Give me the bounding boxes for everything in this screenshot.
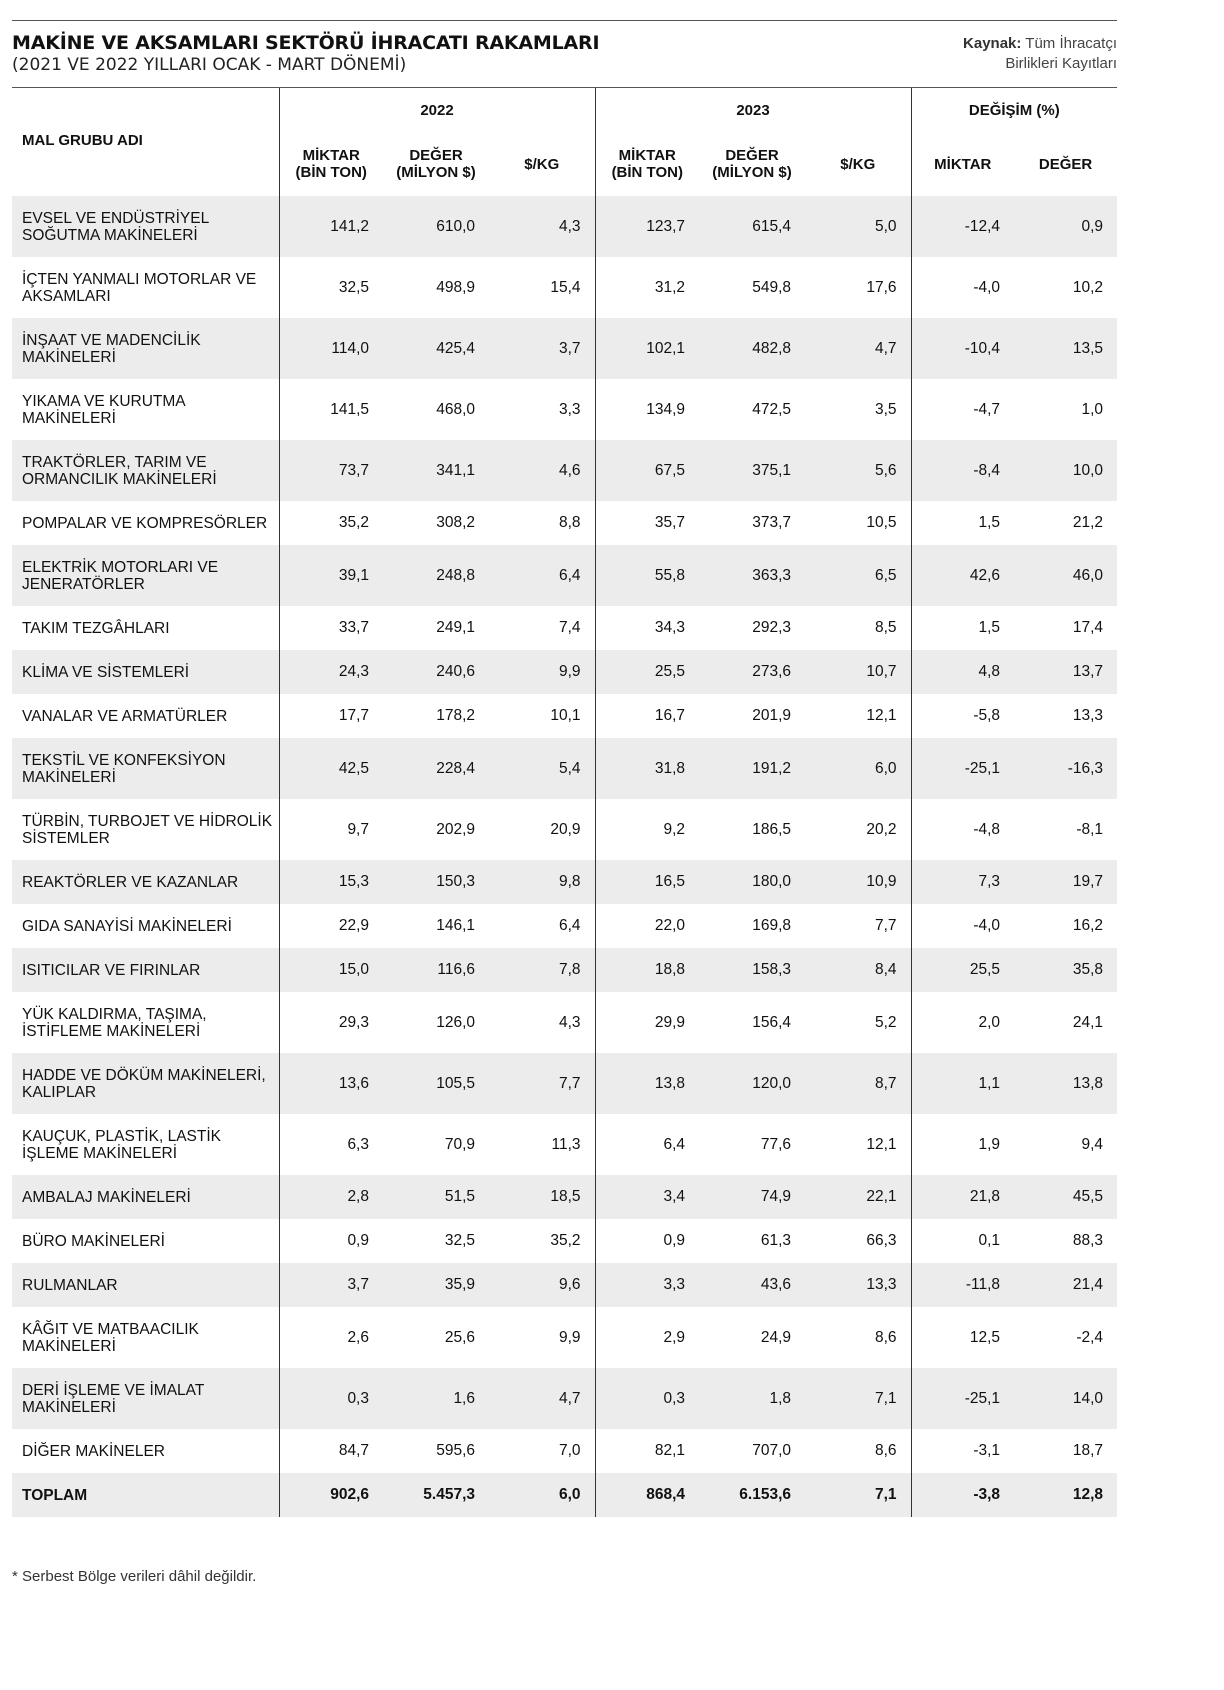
cell-k22: 9,9 [489,650,595,694]
cell-k23: 6,5 [805,545,911,606]
cell-k22: 5,4 [489,738,595,799]
header-miktar-2022: MİKTAR (BİN TON) [279,132,383,196]
cell-d23: 77,6 [760,1135,792,1153]
cell-cm: 7,3 [911,860,1014,904]
cell-k22: 20,9 [550,820,581,838]
cell-cm: -4,0 [911,257,1014,318]
cell-cd: 21,4 [1014,1263,1117,1307]
table-body [12,196,1117,1517]
cell-cd: 13,8 [1014,1053,1117,1114]
source-text-line2: Birlikleri Kayıtları [1005,55,1117,72]
cell-k22: 6,4 [558,917,581,934]
cell-k23: 7,7 [874,917,897,934]
cell-k23: 8,6 [874,1442,897,1459]
cell-d23: 43,6 [699,1263,805,1307]
table-row [12,501,1117,545]
cell-cd: 14,0 [1014,1368,1117,1429]
cell-cm: 1,5 [911,606,1014,650]
cell-d23: 156,4 [752,1013,792,1031]
table-row [12,606,1117,650]
cell-m23: 6,4 [595,1114,699,1175]
cell-d23: 363,3 [699,545,805,606]
footnote: * Serbest Bölge verileri dâhil değildir. [12,1568,257,1585]
cell-cd: -16,3 [1014,738,1117,799]
cell-cd: 9,4 [1081,1135,1104,1153]
cell-d22: 308,2 [436,514,475,531]
row-name: DİĞER MAKİNELER [22,1442,165,1460]
cell-m23: 18,8 [595,948,699,992]
table-row [12,799,1117,860]
row-name: TAKIM TEZGÂHLARI [22,619,170,637]
cell-k23: 10,7 [805,650,911,694]
cell-cm: -25,1 [911,738,1014,799]
cell-m22: 6,3 [279,1114,383,1175]
cell-m22: 39,1 [279,545,383,606]
cell-m23: 82,1 [595,1429,699,1473]
cell-d22: 146,1 [436,917,475,934]
row-name: YÜK KALDIRMA, TAŞIMA, İSTİFLEME MAKİNELERİ [22,1005,207,1040]
header-deger-2022: DEĞER (MİLYON $) [396,147,476,181]
cell-k22: 3,7 [489,318,595,379]
total-d22: 5.457,3 [383,1473,489,1517]
cell-k23: 12,1 [866,1135,897,1153]
cell-cm: 21,8 [911,1175,1014,1219]
cell-k23: 12,1 [866,707,897,724]
cell-d22: 610,0 [383,196,489,257]
total-cd: 12,8 [1014,1473,1117,1517]
row-name: İNŞAAT VE MADENCİLİK MAKİNELERİ [12,318,279,379]
cell-m22: 15,0 [279,948,383,992]
cell-m23: 67,5 [595,440,699,501]
cell-m23: 3,4 [595,1175,699,1219]
cell-d22: 25,6 [444,1328,475,1346]
cell-cm: -4,0 [911,904,1014,948]
cell-m23: 0,9 [595,1219,699,1263]
table-row [12,196,1117,257]
cell-m22: 0,9 [279,1219,383,1263]
table-row [12,318,1117,379]
cell-k23: 17,6 [866,278,897,296]
cell-m23: 34,3 [595,606,699,650]
cell-d23: 273,6 [699,650,805,694]
cell-k22: 9,9 [558,1328,581,1346]
cell-k22: 11,3 [551,1135,581,1153]
cell-cd: 13,7 [1014,650,1117,694]
cell-m22: 13,6 [279,1053,383,1114]
cell-d23: 549,8 [752,278,792,296]
cell-k23: 8,4 [805,948,911,992]
header-perkg-2023: $/KG [840,155,876,173]
row-name: KÂĞIT VE MATBAACILIK MAKİNELERİ [22,1320,199,1355]
cell-cm: 1,9 [911,1114,1014,1175]
cell-k22: 15,4 [550,278,581,296]
row-name: GIDA SANAYİSİ MAKİNELERİ [22,917,232,935]
cell-m23: 134,9 [595,379,699,440]
cell-m22: 114,0 [279,318,383,379]
cell-cm: -4,7 [911,379,1014,440]
row-name: ISITICILAR VE FIRINLAR [12,948,279,992]
cell-cd: 24,1 [1072,1013,1104,1031]
cell-m22: 22,9 [279,904,383,948]
cell-cm: -11,8 [911,1263,1014,1307]
row-name: ELEKTRİK MOTORLARI VE JENERATÖRLER [12,545,279,606]
cell-m23: 0,3 [595,1368,699,1429]
cell-cd: -2,4 [1076,1328,1104,1346]
cell-d22: 425,4 [383,318,489,379]
cell-k22: 7,8 [489,948,595,992]
cell-k23: 8,5 [874,619,897,636]
cell-d23: 201,9 [752,707,792,724]
cell-cd: 13,5 [1014,318,1117,379]
cell-cd: 88,3 [1072,1232,1104,1249]
cell-m22: 3,7 [279,1263,383,1307]
table-row [12,545,1117,606]
cell-m23: 31,8 [595,738,699,799]
cell-cd: 10,0 [1014,440,1117,501]
cell-d23: 158,3 [699,948,805,992]
cell-k23: 3,5 [874,400,897,418]
cell-d22: 150,3 [383,860,489,904]
cell-k23: 6,0 [805,738,911,799]
row-name: POMPALAR VE KOMPRESÖRLER [22,514,268,532]
total-label: TOPLAM [12,1473,279,1517]
cell-cm: 12,5 [911,1307,1014,1368]
cell-cd: 17,4 [1072,619,1104,636]
cell-k23: 7,1 [805,1368,911,1429]
cell-m22: 84,7 [279,1429,383,1473]
cell-d23: 24,9 [760,1328,792,1346]
cell-d23: 707,0 [752,1442,792,1459]
cell-m22: 73,7 [279,440,383,501]
cell-k23: 10,5 [866,514,897,531]
row-name: EVSEL VE ENDÜSTRİYEL SOĞUTMA MAKİNELERİ [12,196,279,257]
cell-d23: 61,3 [760,1232,792,1249]
row-name: HADDE VE DÖKÜM MAKİNELERİ, KALIPLAR [12,1053,279,1114]
source-note [963,34,1117,74]
table-row [12,904,1117,948]
cell-cm: 1,1 [911,1053,1014,1114]
cell-d22: 70,9 [444,1135,475,1153]
row-name: RULMANLAR [12,1263,279,1307]
cell-d22: 341,1 [383,440,489,501]
cell-cd: 45,5 [1014,1175,1117,1219]
row-name: TEKSTİL VE KONFEKSİYON MAKİNELERİ [12,738,279,799]
row-name: REAKTÖRLER VE KAZANLAR [12,860,279,904]
cell-cd: 10,2 [1072,278,1104,296]
cell-cd: 19,7 [1014,860,1117,904]
cell-k23: 4,7 [805,318,911,379]
table-row [12,992,1117,1053]
total-d23: 6.153,6 [699,1473,805,1517]
cell-m22: 35,2 [279,501,383,545]
cell-m23: 55,8 [595,545,699,606]
header-perkg-2022: $/KG [524,155,560,173]
cell-d22: 202,9 [436,820,475,838]
cell-cd: 46,0 [1014,545,1117,606]
cell-k22: 7,0 [558,1442,581,1459]
cell-k23: 5,2 [874,1013,897,1031]
cell-d22: 35,9 [383,1263,489,1307]
table-row [12,1114,1117,1175]
cell-m22: 29,3 [279,992,383,1053]
table-row [12,1368,1117,1429]
cell-k23: 66,3 [866,1232,897,1249]
header-deger-2023: DEĞER (MİLYON $) [712,147,792,181]
cell-d22: 1,6 [383,1368,489,1429]
header-group-2023: 2023 [595,88,911,132]
cell-k22: 4,7 [489,1368,595,1429]
cell-d23: 180,0 [699,860,805,904]
cell-d23: 472,5 [752,400,792,418]
cell-cm: -25,1 [911,1368,1014,1429]
cell-m23: 123,7 [595,196,699,257]
table-row [12,860,1117,904]
page-title: MAKİNE VE AKSAMLARI SEKTÖRÜ İHRACATI RAKAMLARI [12,32,600,54]
cell-m23: 16,5 [595,860,699,904]
row-name: BÜRO MAKİNELERİ [22,1232,165,1250]
cell-cd: 0,9 [1014,196,1117,257]
cell-cd: -8,1 [1076,820,1104,838]
cell-d22: 228,4 [383,738,489,799]
cell-d23: 120,0 [699,1053,805,1114]
cell-d23: 186,5 [752,820,792,838]
total-k23: 7,1 [805,1473,911,1517]
cell-cd: 21,2 [1072,514,1104,531]
table-row [12,694,1117,738]
row-name: KAUÇUK, PLASTİK, LASTİK İŞLEME MAKİNELERİ [22,1127,221,1162]
row-name: İÇTEN YANMALI MOTORLAR VE AKSAMLARI [22,270,257,305]
cell-cm: -12,4 [911,196,1014,257]
row-name: KLİMA VE SİSTEMLERİ [12,650,279,694]
header-group-change: DEĞİŞİM (%) [911,88,1117,132]
cell-d23: 169,8 [752,917,792,934]
cell-k22: 8,8 [558,514,581,531]
cell-d23: 292,3 [752,619,792,636]
cell-m22: 2,6 [279,1307,383,1368]
cell-m22: 0,3 [279,1368,383,1429]
cell-d22: 468,0 [436,400,475,418]
cell-k23: 5,0 [805,196,911,257]
total-m22: 902,6 [279,1473,383,1517]
cell-cm: 42,6 [911,545,1014,606]
table-row [12,1219,1117,1263]
cell-cm: 2,0 [911,992,1014,1053]
total-row [12,1473,1117,1517]
cell-cm: -4,8 [911,799,1014,860]
cell-cm: -10,4 [911,318,1014,379]
cell-m22: 2,8 [279,1175,383,1219]
cell-k22: 18,5 [489,1175,595,1219]
table-row [12,1053,1117,1114]
table-row [12,650,1117,694]
cell-d22: 105,5 [383,1053,489,1114]
cell-m23: 35,7 [595,501,699,545]
cell-m23: 3,3 [595,1263,699,1307]
cell-m22: 24,3 [279,650,383,694]
cell-m22: 17,7 [279,694,383,738]
cell-m23: 31,2 [595,257,699,318]
cell-d22: 240,6 [383,650,489,694]
cell-cm: 1,5 [911,501,1014,545]
table-row [12,738,1117,799]
row-name: TRAKTÖRLER, TARIM VE ORMANCILIK MAKİNELERİ [12,440,279,501]
cell-k22: 9,8 [489,860,595,904]
table-row [12,257,1117,318]
cell-k23: 8,7 [805,1053,911,1114]
cell-d23: 482,8 [699,318,805,379]
cell-m23: 25,5 [595,650,699,694]
cell-k22: 4,3 [558,1013,581,1031]
cell-k22: 4,6 [489,440,595,501]
top-rule [12,20,1117,21]
cell-m22: 141,5 [279,379,383,440]
source-label: Kaynak: [963,35,1022,52]
cell-m23: 102,1 [595,318,699,379]
cell-k22: 7,4 [558,619,581,636]
cell-cd: 35,8 [1014,948,1117,992]
cell-m22: 42,5 [279,738,383,799]
table-header [12,88,1117,196]
cell-d22: 595,6 [436,1442,475,1459]
row-name: AMBALAJ MAKİNELERİ [12,1175,279,1219]
cell-m23: 13,8 [595,1053,699,1114]
cell-k23: 8,6 [874,1328,897,1346]
header-change-miktar: MİKTAR [911,132,1014,196]
cell-cm: -8,4 [911,440,1014,501]
row-name: TÜRBİN, TURBOJET VE HİDROLİK SİSTEMLER [22,812,273,847]
cell-d22: 32,5 [444,1232,475,1249]
source-text-line1: Tüm İhracatçı [1025,35,1117,52]
cell-m23: 9,2 [595,799,699,860]
cell-cm: 25,5 [911,948,1014,992]
table-row [12,1175,1117,1219]
cell-m22: 9,7 [279,799,383,860]
cell-cm: -5,8 [911,694,1014,738]
cell-d23: 191,2 [699,738,805,799]
cell-m22: 33,7 [279,606,383,650]
cell-k22: 10,1 [550,707,581,724]
cell-cd: 16,2 [1072,917,1104,934]
row-name: DERİ İŞLEME VE İMALAT MAKİNELERİ [12,1368,279,1429]
cell-k23: 10,9 [805,860,911,904]
total-k22: 6,0 [489,1473,595,1517]
export-table [12,88,1117,1517]
row-name: VANALAR VE ARMATÜRLER [22,707,228,725]
total-cm: -3,8 [911,1473,1014,1517]
cell-d22: 248,8 [383,545,489,606]
cell-d23: 1,8 [699,1368,805,1429]
header-group-2022: 2022 [279,88,595,132]
table-row [12,379,1117,440]
page-subtitle: (2021 VE 2022 YILLARI OCAK - MART DÖNEMİ) [12,55,407,75]
cell-k23: 22,1 [805,1175,911,1219]
table-row [12,1429,1117,1473]
table-row [12,440,1117,501]
cell-k22: 6,4 [489,545,595,606]
table-row [12,1263,1117,1307]
cell-m22: 32,5 [279,257,383,318]
table-row [12,1307,1117,1368]
cell-cm: 4,8 [911,650,1014,694]
header-miktar-2023: MİKTAR (BİN TON) [595,132,699,196]
cell-d23: 74,9 [699,1175,805,1219]
cell-k22: 4,3 [489,196,595,257]
cell-m22: 141,2 [279,196,383,257]
cell-d22: 126,0 [436,1013,475,1031]
cell-m22: 15,3 [279,860,383,904]
header-mal-grubu: MAL GRUBU ADI [22,132,143,149]
cell-cm: -3,1 [911,1429,1014,1473]
table-row [12,948,1117,992]
cell-k22: 9,6 [489,1263,595,1307]
cell-m23: 29,9 [595,992,699,1053]
cell-d22: 498,9 [436,278,475,296]
cell-d23: 615,4 [699,196,805,257]
cell-d22: 51,5 [383,1175,489,1219]
cell-k23: 20,2 [866,820,897,838]
cell-k22: 3,3 [558,400,581,418]
cell-k22: 7,7 [489,1053,595,1114]
cell-m23: 16,7 [595,694,699,738]
cell-d23: 373,7 [752,514,792,531]
cell-cd: 1,0 [1081,400,1104,418]
cell-d22: 116,6 [383,948,489,992]
cell-cd: 18,7 [1072,1442,1104,1459]
cell-d22: 249,1 [436,619,475,636]
total-m23: 868,4 [595,1473,699,1517]
row-name: YIKAMA VE KURUTMA MAKİNELERİ [22,392,185,427]
cell-cd: 13,3 [1072,707,1104,724]
cell-k23: 13,3 [805,1263,911,1307]
cell-d22: 178,2 [436,707,475,724]
cell-k23: 5,6 [805,440,911,501]
cell-d23: 375,1 [699,440,805,501]
cell-cm: 0,1 [911,1219,1014,1263]
cell-m23: 22,0 [595,904,699,948]
cell-m23: 2,9 [595,1307,699,1368]
cell-k22: 35,2 [550,1232,581,1249]
header-change-deger: DEĞER [1038,155,1093,173]
